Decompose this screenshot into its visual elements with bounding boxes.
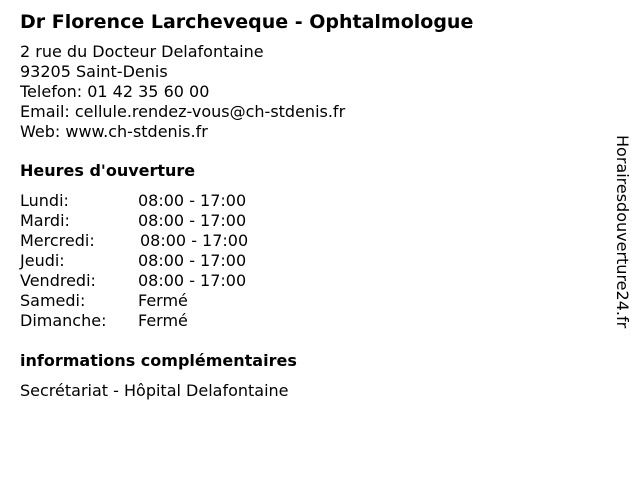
hours-time: 08:00 - 17:00 — [138, 211, 247, 230]
address-block — [20, 42, 600, 142]
business-card — [20, 10, 600, 401]
hours-day: Dimanche: — [20, 311, 107, 330]
hours-day: Mardi: — [20, 211, 70, 230]
hours-row — [20, 271, 600, 291]
email-address: Email: cellule.rendez-vous@ch-stdenis.fr — [20, 102, 346, 121]
hours-row — [20, 231, 600, 251]
hours-time: 08:00 - 17:00 — [138, 191, 247, 210]
info-text: Secrétariat - Hôpital Delafontaine — [20, 381, 289, 400]
hours-heading: Heures d'ouverture — [20, 161, 196, 180]
city-address: 93205 Saint-Denis — [20, 62, 168, 81]
hours-time: 08:00 - 17:00 — [140, 231, 249, 250]
hours-time: Fermé — [138, 291, 188, 310]
hours-table — [20, 191, 600, 331]
website-address: Web: www.ch-stdenis.fr — [20, 122, 208, 141]
hours-row — [20, 311, 600, 331]
site-brand-label: Horairesdouverture24.fr — [613, 135, 632, 329]
hours-day: Mercredi: — [20, 231, 95, 250]
hours-row — [20, 211, 600, 231]
info-heading: informations complémentaires — [20, 351, 297, 370]
hours-time: 08:00 - 17:00 — [138, 251, 247, 270]
hours-day: Samedi: — [20, 291, 86, 310]
hours-day: Vendredi: — [20, 271, 96, 290]
phone-number: Telefon: 01 42 35 60 00 — [20, 82, 210, 101]
hours-row — [20, 251, 600, 271]
hours-row — [20, 191, 600, 211]
page-title: Dr Florence Larcheveque - Ophtalmologue — [20, 11, 474, 33]
hours-row — [20, 291, 600, 311]
street-address: 2 rue du Docteur Delafontaine — [20, 42, 264, 61]
hours-time: Fermé — [138, 311, 188, 330]
hours-day: Lundi: — [20, 191, 69, 210]
hours-time: 08:00 - 17:00 — [138, 271, 247, 290]
hours-day: Jeudi: — [20, 251, 65, 270]
